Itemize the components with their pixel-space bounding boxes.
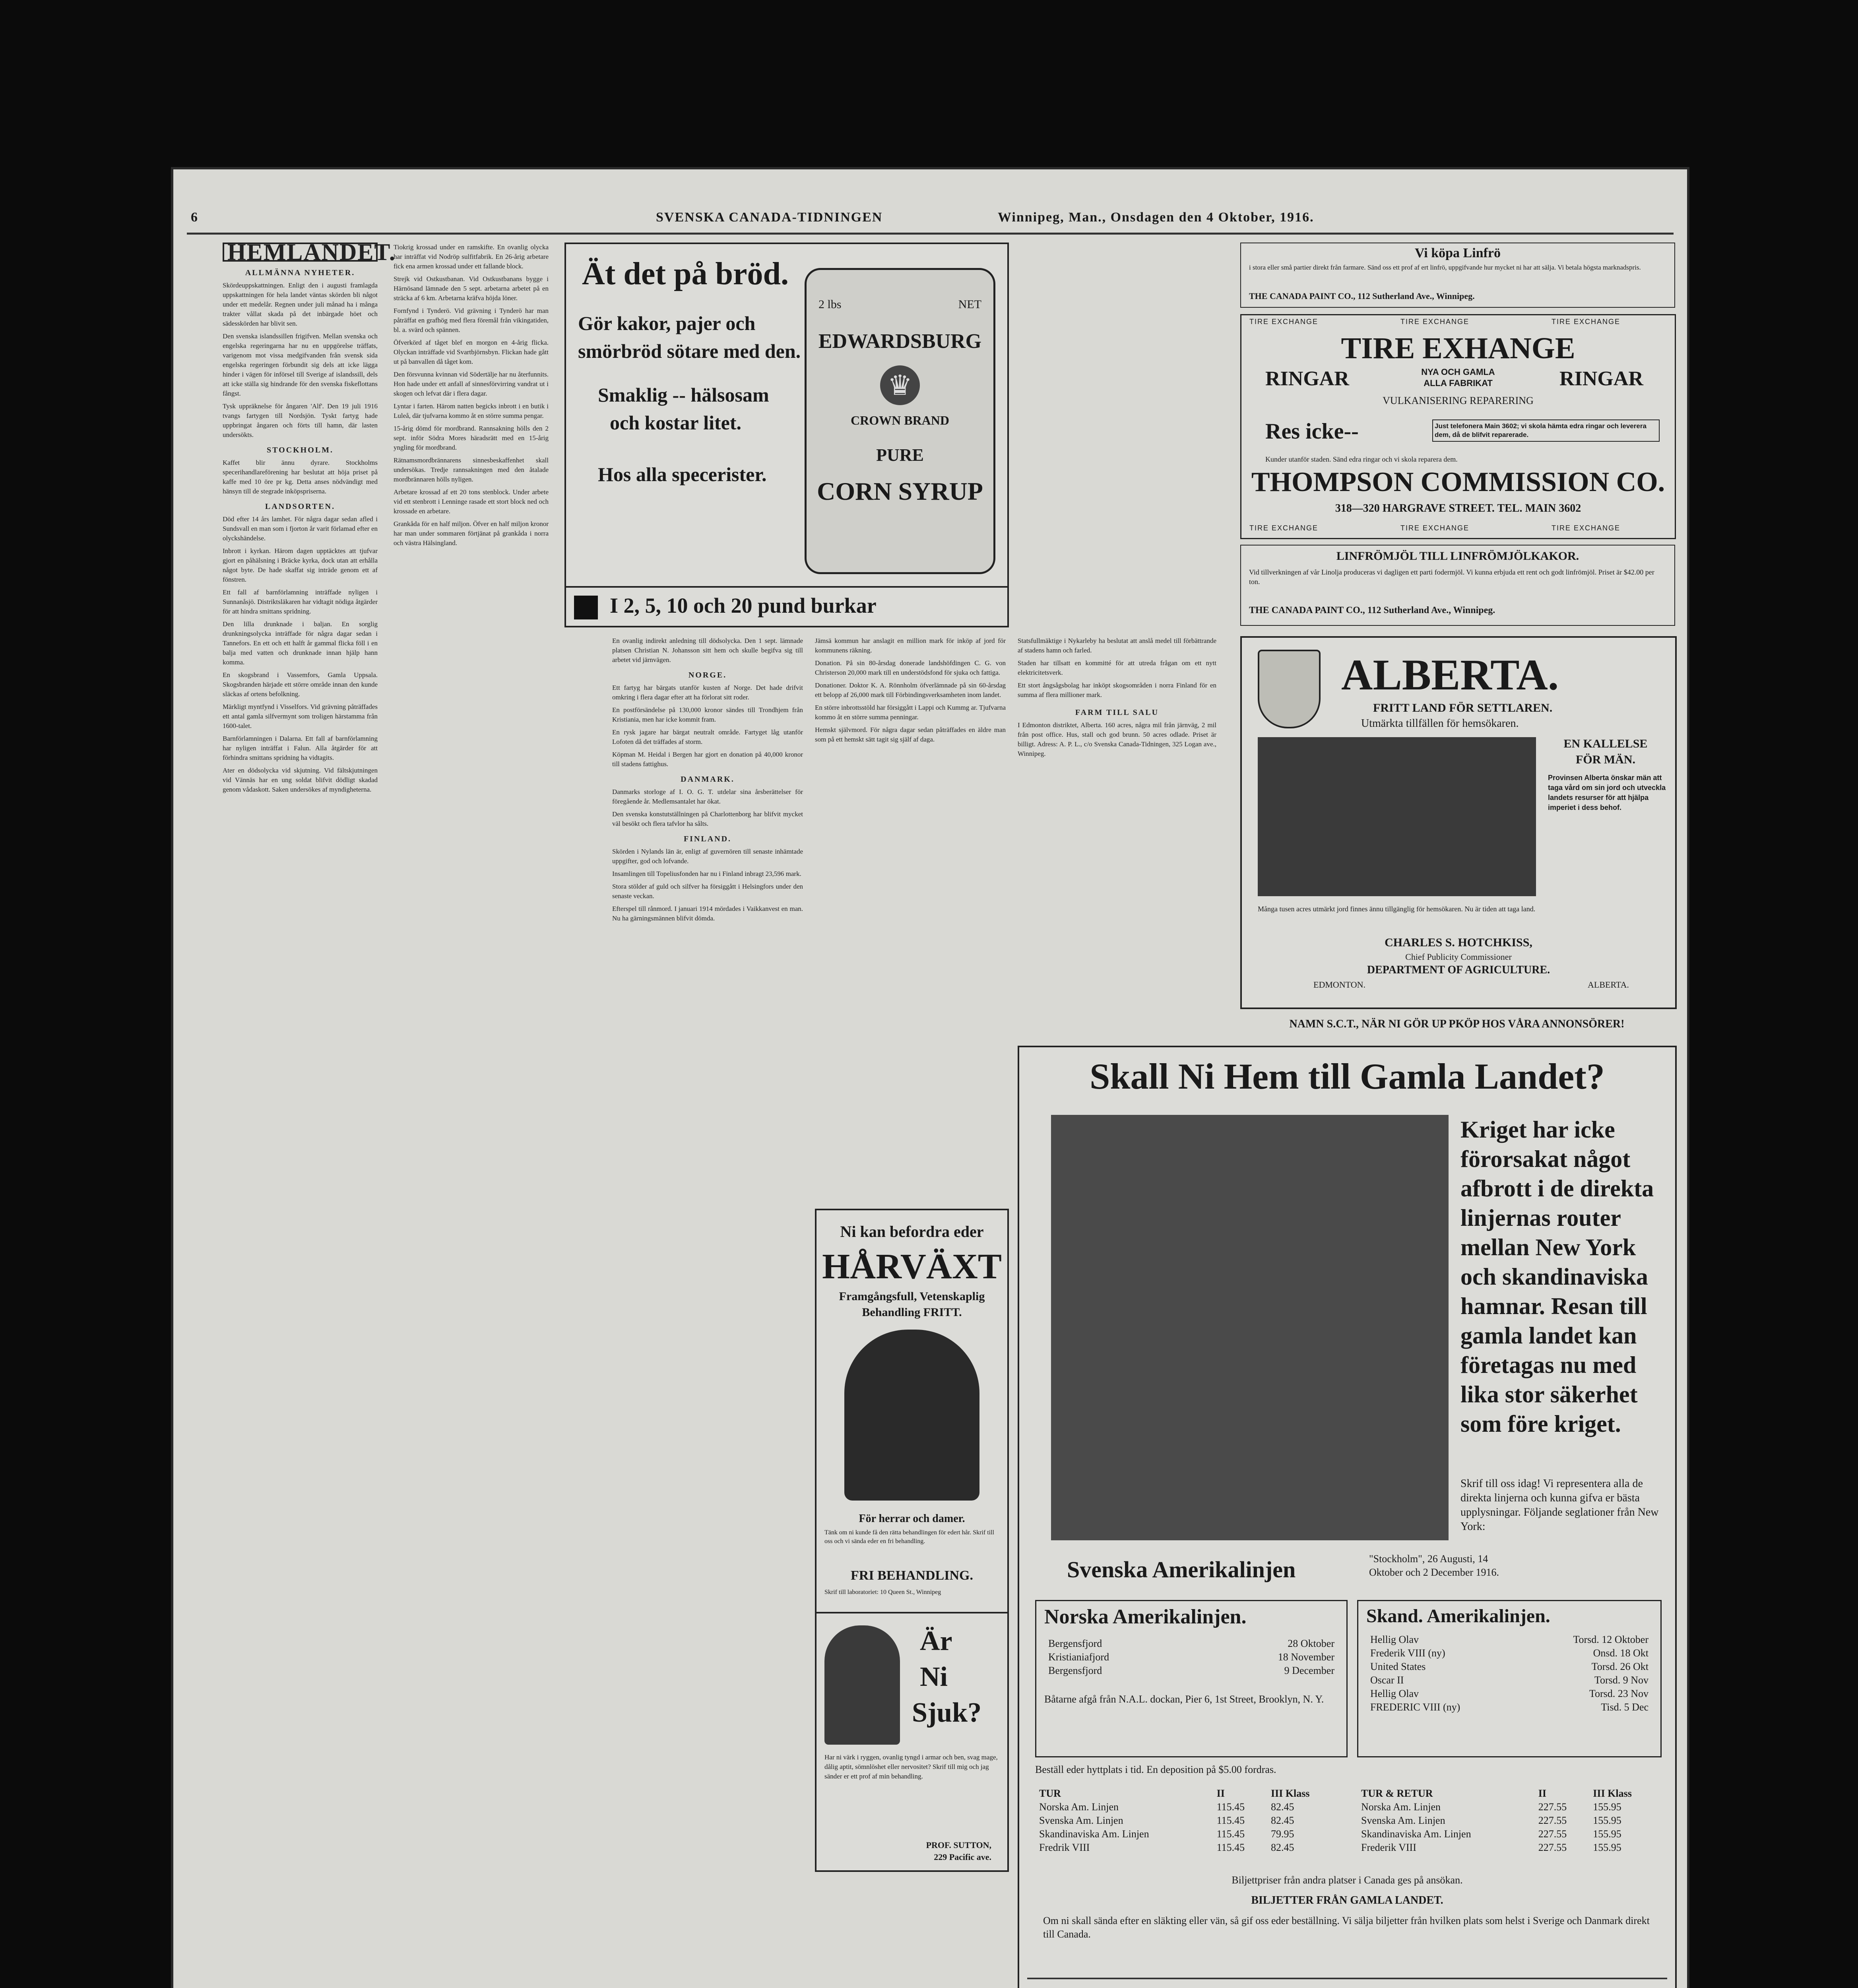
article: Lyntar i farten. Härom natten begicks inbrott i en butik i Luleå, där tjufvarna kommo åt en större summa pengar. xyxy=(394,402,549,419)
ad-word: NYA OCH GAMLA xyxy=(1421,367,1495,377)
table-row xyxy=(1035,1827,1337,1841)
article: En postförsändelse på 130,000 kronor sändes till Trondhjem från Kristiania, men har icke kommit fram. xyxy=(612,706,803,723)
ad-caption: För herrar och damer. xyxy=(859,1512,965,1525)
table-row xyxy=(1035,1841,1337,1854)
sail-date: Torsd. 9 Nov xyxy=(1594,1674,1649,1686)
ship-name: United States xyxy=(1370,1661,1426,1672)
ship-name: Bergensfjord xyxy=(1048,1665,1102,1676)
col-header: TUR & RETUR xyxy=(1361,1788,1433,1799)
article: Insamlingen till Topeliusfonden har nu i Finland inbragt 23,596 mark. xyxy=(612,870,801,878)
article: I Edmonton distriktet, Alberta. 160 acres, några mil från järnväg, 2 mil från post office. Hus, stall och god brunn. 50 acres odlade. Priset är billigt. Adress: A. P. L., c/o Svenska Canada-Tidningen, 325 Logan ave., Winnipeg. xyxy=(1018,721,1216,757)
border-strip: TIRE EXCHANGE xyxy=(1249,524,1319,532)
table-header xyxy=(1035,1787,1337,1800)
ad-linfromjol xyxy=(1240,545,1675,626)
ad-sub: Framgångsfull, Vetenskaplig xyxy=(839,1290,985,1303)
ad-line: Gör kakor, pajer och xyxy=(578,312,756,334)
section-heading: LANDSORTEN. xyxy=(265,502,336,511)
sail-date: Torsd. 12 Oktober xyxy=(1573,1634,1649,1645)
sail-date: Tisd. 5 Dec xyxy=(1601,1701,1649,1713)
article: En större inbrottsstöld har försiggått i Lappi och Kummg ar. Tjufvarna kommo åt en större summa penningar. xyxy=(815,704,1006,721)
section-heading: STOCKHOLM. xyxy=(267,446,334,454)
sizes-bar xyxy=(566,586,1007,627)
fare-ii: 115.45 xyxy=(1216,1842,1245,1853)
ad-sign: CHARLES S. HOTCHKISS, xyxy=(1385,936,1532,949)
page-header xyxy=(187,207,1674,231)
norska-title: Norska Amerikalinjen. xyxy=(1044,1606,1247,1628)
ad-linfro xyxy=(1240,243,1675,308)
article: 15-årig dömd för mordbrand. Rannsakning hölls den 2 sept. inför Södra Mores häradsrätt med en 15-årig yngling för mordbrand. xyxy=(394,425,549,451)
ad-sjuk xyxy=(817,1612,1007,1872)
biljetter-title: BILJETTER FRÅN GAMLA LANDET. xyxy=(1251,1894,1443,1906)
reader-notice: NAMN S.C.T., NÄR NI GÖR UP PKÖP HOS VÅRA ANNONSÖRER! xyxy=(1289,1018,1625,1030)
article: Köpman M. Heidal i Bergen har gjort en donation på 40,000 kronor till stadens fattighus. xyxy=(612,751,803,768)
article: Inbrott i kyrkan. Härom dagen upptäcktes att tjufvar gjort en påhälsning i Bräcke kyrka, dock utan att erhålla något byte. De hade skaffat sig inträde genom ett af fönstren. xyxy=(223,547,378,583)
ad-line: och kostar litet. xyxy=(610,412,741,434)
article: Öfverkörd af tåget blef en morgon en 4-årig flicka. Olyckan inträffade vid Svartbjörnsbyn. Flickan hade gått ut på banvallen då tåget kom. xyxy=(394,339,549,365)
ad-title: LINFRÖMJÖL TILL LINFRÖMJÖLKAKOR. xyxy=(1336,549,1579,563)
border-strip: TIRE EXCHANGE xyxy=(1552,318,1621,326)
can-pure: PURE xyxy=(876,445,924,465)
ad-line: smörbröd sötare med den. xyxy=(578,340,801,362)
article: Donation. På sin 80-årsdag donerade landshöfdingen C. G. von Christerson 20,000 mark till en understödsfond för sjuka och fattiga. xyxy=(815,659,1006,676)
fare-line: Svenska Am. Linjen xyxy=(1039,1815,1123,1826)
agency-rule xyxy=(1027,1978,1667,1979)
fare-iii: 155.95 xyxy=(1593,1815,1621,1826)
fare-iii: 155.95 xyxy=(1593,1801,1621,1813)
skand-box xyxy=(1357,1600,1662,1757)
fare-line: Skandinaviska Am. Linjen xyxy=(1361,1828,1471,1840)
article: Arbetare krossad af ett 20 tons stenblock. Under arbete vid ett stenbrott i Lenninge rasade ett stort block ned och krossade en arbetare. xyxy=(394,488,549,515)
line-name: Svenska Amerikalinjen xyxy=(1067,1557,1296,1582)
ad-sub: Utmärkta tillfällen för hemsökaren. xyxy=(1361,717,1519,730)
fare-iii: 82.45 xyxy=(1270,1801,1294,1813)
ad-line: Ni kan befordra eder xyxy=(840,1223,984,1241)
ad-resicke: Res icke-- xyxy=(1265,419,1359,444)
ad-headline: Skall Ni Hem till Gamla Landet? xyxy=(1090,1056,1605,1097)
article: Skördeuppskattningen. Enligt den i augusti framlagda uppskattningen för hela landet väntas skörden bli något under ett medelår. Regnen under juli månad ha i många trakter vållat skada på det inbärgade höet och sädesskörden har blivit sen. xyxy=(223,282,378,327)
ocean-liner-illustration xyxy=(1051,1115,1449,1540)
table-row xyxy=(1357,1814,1659,1827)
border-strip: TIRE EXCHANGE xyxy=(1552,524,1621,532)
ad-body: Vid tillverkningen af vår Linolja produceras vi dagligen ett parti fodermjöl. Vi kunna erbjuda ett rent och godt linfrömjöl. Priset är $42.00 per ton. xyxy=(1249,568,1654,586)
ad-title: HÅRVÄXT xyxy=(822,1247,1002,1286)
fares-table-return xyxy=(1357,1787,1659,1854)
sail-date: Onsd. 18 Okt xyxy=(1593,1647,1649,1659)
section-heading: ALLMÄNNA NYHETER. xyxy=(245,268,355,277)
bar-block xyxy=(574,596,598,619)
fare-line: Frederik VIII xyxy=(1361,1842,1416,1853)
col-header: III Klass xyxy=(1270,1788,1310,1799)
article: Statsfullmäktige i Nykarleby ha beslutat att anslå medel till förbättrande af stadens hamn och farled. xyxy=(1018,637,1216,654)
ad-call: EN KALLELSE xyxy=(1563,737,1648,750)
fare-iii: 82.45 xyxy=(1270,1815,1294,1826)
article: Hemskt självmord. För några dagar sedan påträffades en äldre man som på ett hemskt sätt tagit sig själf af daga. xyxy=(815,726,1006,743)
article: Jämsä kommun har anslagit en million mark för inköp af jord för kommunens räkning. xyxy=(815,637,1006,654)
ship-name: Oscar II xyxy=(1370,1674,1404,1686)
ad-company: THOMPSON COMMISSION CO. xyxy=(1251,467,1665,497)
ad-sub: FRITT LAND FÖR SETTLAREN. xyxy=(1373,701,1553,714)
skand-title: Skand. Amerikalinjen. xyxy=(1366,1606,1550,1627)
can-label: 2 lbs xyxy=(818,298,842,311)
ad-sign: PROF. SUTTON, xyxy=(926,1840,991,1850)
article: Barnförlamningen i Dalarna. Ett fall af barnförlamning har nyligen inträffat i Falun. Alla åtgärder för att förhindra smittans spridning ha vidtagits. xyxy=(223,735,378,761)
ad-body: Provinsen Alberta önskar män att taga vård om sin jord och utveckla landets resurser för att hjälpa imperiet i dess behof. xyxy=(1548,774,1666,812)
syrup-can-image xyxy=(805,268,995,574)
alberta-crest-icon xyxy=(1258,650,1321,728)
ad-city: EDMONTON. xyxy=(1313,980,1365,990)
column-hemlandet xyxy=(223,239,396,1988)
harvest-photo xyxy=(1258,737,1536,896)
ad-corn-syrup xyxy=(564,243,1009,627)
ad-title: ALBERTA. xyxy=(1341,650,1559,699)
section-heading: DANMARK. xyxy=(681,775,735,784)
article: Skörden i Nylands län är, enligt af guvernören till senaste inhämtade uppgifter, god och lofvande. xyxy=(612,848,803,865)
sail-date: Torsd. 26 Okt xyxy=(1591,1661,1649,1672)
article: Efterspel till rånmord. I januari 1914 mördades i Vaikkanvest en man. Nu ha gärningsmännen blifvit dömda. xyxy=(612,905,803,922)
ad-question: Ni xyxy=(920,1662,948,1692)
ship-name: Hellig Olav xyxy=(1370,1688,1419,1699)
table-row xyxy=(1366,1633,1652,1646)
fare-line: Fredrik VIII xyxy=(1039,1842,1090,1853)
ad-line: VULKANISERING REPARERING xyxy=(1383,395,1534,406)
column-4 xyxy=(815,636,1006,1010)
article: Staden har tillsatt en kommitté för att utreda frågan om ett nytt elektricitetsverk. xyxy=(1018,659,1216,676)
article: Strejk vid Ostkustbanan. Vid Ostkustbanans bygge i Härnösand lämnade den 5 sept. arbetarna arbetet på en sträcka af 6 km. Arbetarna kräfva höjda löner. xyxy=(394,275,549,302)
ad-word: RINGAR xyxy=(1265,367,1349,390)
article: Danmarks storloge af I. O. G. T. utdelar sina årsberättelser för föregående år. Medlemsantalet har ökat. xyxy=(612,788,803,805)
ship-name: FREDERIC VIII (ny) xyxy=(1370,1701,1460,1713)
crown-icon: ♛ xyxy=(880,365,920,405)
article: Den lilla drunknade i baljan. En sorglig drunkningsolycka inträffade för några dagar sedan i Tannefors. En ett och ett halft år gammal flicka föll i en balja med vatten och drunknade innan hjälp hann komma. xyxy=(223,620,378,666)
article: Grankåda för en half miljon. Öfver en half miljon kronor har man under sommaren förtjänat på grankåda i norra och västra Hälsingland. xyxy=(394,520,549,547)
norska-note: Båtarne afgå från N.A.L. dockan, Pier 6, 1st Street, Brooklyn, N. Y. xyxy=(1044,1693,1324,1705)
fare-line: Norska Am. Linjen xyxy=(1361,1801,1441,1813)
ad-body: Tänk om ni kunde få den rätta behandlingen för edert hår. Skrif till oss och vi sända eder en fri behandling. xyxy=(824,1529,994,1545)
ad-free: FRI BEHANDLING. xyxy=(851,1568,973,1583)
col-header: II xyxy=(1538,1788,1547,1799)
border-strip: TIRE EXCHANGE xyxy=(1400,524,1470,532)
column-2 xyxy=(394,243,549,1988)
ad-body: Har ni värk i ryggen, ovanlig tyngd i armar och ben, svag mage, dålig aptit, sömnlöshet eller nervositet? Skrif till mig och jag sänder er ett prof af min behandling. xyxy=(824,1753,998,1780)
article: Ater en dödsolycka vid skjutning. Vid fältskjutningen vid Vännäs har en ung soldat blifvit dödligt skadad genom vådaskott. Saken undersökes af myndigheterna. xyxy=(223,767,378,793)
ship-name: Frederik VIII (ny) xyxy=(1370,1647,1445,1659)
man-portrait-image xyxy=(824,1625,900,1745)
ad-body: Skrif till oss idag! Vi representera alla de direkta linjerna och kunna gifva er bästa upplysningar. Följande seglationer från New York: xyxy=(1460,1477,1659,1533)
ad-harvaxt xyxy=(815,1209,1009,1872)
article: Ett stort ångsågsbolag har inköpt skogsområden i norra Finland för en summa af flera millioner mark. xyxy=(1018,681,1216,699)
ad-body: Många tusen acres utmärkt jord finnes ännu tillgänglig för hemsökaren. Nu är tiden att taga land. xyxy=(1258,905,1536,913)
ad-word: RINGAR xyxy=(1559,367,1643,390)
fare-iii: 79.95 xyxy=(1270,1828,1294,1840)
ad-question: Sjuk? xyxy=(912,1697,982,1728)
woman-portrait-image xyxy=(844,1330,979,1501)
ad-call: FÖR MÄN. xyxy=(1576,753,1635,766)
can-label: NET xyxy=(958,298,981,311)
article: Ett fall af barnförlamning inträffade nyligen i Sunnanåsjö. Distriktsläkaren har vidtagit nödiga åtgärder för att hindra smittans spridning. xyxy=(223,588,378,615)
ad-line: Smaklig -- hälsosam xyxy=(598,384,769,406)
fares-table-one-way xyxy=(1035,1787,1337,1854)
article: Den svenska islandssillen frigifven. Mellan svenska och engelska regeringarna har nu en uppgörelse träffats, varigenom mot vissa medgifvanden från svensk sida engelska regeringen förbundit sig dels att icke lägga hinder i vägen för införsel till Sverige af islandssill, dels att icke ställa sig hindrande för den svenska fiskeflottans fångst. xyxy=(223,332,378,397)
article: En skogsbrand i Vassemfors, Gamla Uppsala. Skogsbranden härjade ett större område innan den kunde släckas af ortens befolkning. xyxy=(223,671,378,698)
table-row xyxy=(1366,1646,1652,1660)
ship-name: Kristianiafjord xyxy=(1048,1651,1109,1663)
newspaper-page xyxy=(171,167,1689,1988)
ad-sub: Behandling FRITT. xyxy=(862,1306,962,1319)
fare-ii: 115.45 xyxy=(1216,1828,1245,1840)
fare-line: Norska Am. Linjen xyxy=(1039,1801,1119,1813)
table-row xyxy=(1366,1701,1652,1714)
section-heading: FINLAND. xyxy=(683,835,732,843)
ad-body: i stora eller små partier direkt från farmare. Sänd oss ett prof af ert linfrö, uppgifvande hur mycket ni har att sälja. Vi betala högsta marknadspris. xyxy=(1249,264,1641,271)
sail-date: 28 Oktober xyxy=(1288,1638,1334,1649)
article: Fornfynd i Tynderö. Vid grävning i Tynderö har man påträffat en grafhög med flera föremål från vikingatiden, bl. a. svärd och spännen. xyxy=(394,307,549,334)
column-5 xyxy=(1018,636,1216,1042)
fares-note: Beställ eder hyttplats i tid. En deposition på $5.00 fordras. xyxy=(1035,1764,1276,1775)
article: En rysk jagare har bärgat neutralt område. Fartyget låg utanför Lofoten då det träffades af storm. xyxy=(612,728,803,746)
sail-date: 18 November xyxy=(1278,1651,1334,1663)
fare-ii: 227.55 xyxy=(1538,1815,1567,1826)
fare-iii: 82.45 xyxy=(1270,1842,1294,1853)
table-row xyxy=(1035,1814,1337,1827)
table-row xyxy=(1044,1650,1338,1664)
skand-table xyxy=(1366,1633,1652,1714)
border-strip: TIRE EXCHANGE xyxy=(1400,318,1470,326)
ad-note: Just telefonera Main 3602; vi skola hämta edra ringar och leverera dem, då de blifvit reparerade. xyxy=(1432,419,1660,442)
ship-name: Hellig Olav xyxy=(1370,1634,1419,1645)
biljett-note: Biljettpriser från andra platser i Canada ges på ansökan. xyxy=(1232,1874,1463,1886)
ad-sign: Chief Publicity Commissioner xyxy=(1405,952,1512,962)
section-heading: FARM TILL SALU xyxy=(1075,708,1159,717)
table-row xyxy=(1357,1841,1659,1854)
fare-ii: 115.45 xyxy=(1216,1801,1245,1813)
article: Den försvunna kvinnan vid Södertälje har nu återfunnits. Hon hade under ett anfall af sinnesförvirring vandrat ut i skogen och lefvat där i flera dagar. xyxy=(394,371,549,397)
fare-ii: 227.55 xyxy=(1538,1842,1567,1853)
ad-city: ALBERTA. xyxy=(1588,980,1629,990)
can-crown: CROWN BRAND xyxy=(851,413,949,427)
table-row xyxy=(1044,1664,1338,1677)
col-header: II xyxy=(1216,1788,1225,1799)
article: Tiokrig krossad under en ramskifte. En ovanlig olycka har inträffat vid Nodröp sulfitfabrik. En 26-årig arbetare fick ena armen krossad under ett fallande block. xyxy=(394,243,549,270)
article: En ovanlig indirekt anledning till dödsolycka. Den 1 sept. lämnade platsen Christian N. Johansson sitt hem och skulle begifva sig till arbetet vid järnvägen. xyxy=(612,637,803,664)
article: Död efter 14 års lamhet. För några dagar sedan afled i Sundsvall en man som i fjorton år varit förlamad efter en olyckshändelse. xyxy=(223,515,378,542)
ad-address: Skrif till laboratoriet: 10 Queen St., Winnipeg xyxy=(824,1589,941,1596)
ad-address: 318—320 HARGRAVE STREET. TEL. MAIN 3602 xyxy=(1335,502,1581,514)
table-row xyxy=(1357,1800,1659,1814)
ad-dept: DEPARTMENT OF AGRICULTURE. xyxy=(1367,964,1550,976)
table-row xyxy=(1366,1687,1652,1701)
article: Stora stölder af guld och silfver ha försiggått i Helsingfors under den senaste veckan. xyxy=(612,883,803,900)
ad-tire-exchange xyxy=(1240,314,1676,539)
fare-line: Skandinaviska Am. Linjen xyxy=(1039,1828,1149,1840)
table-row xyxy=(1366,1673,1652,1687)
fare-ii: 227.55 xyxy=(1538,1801,1567,1813)
fare-iii: 155.95 xyxy=(1593,1842,1621,1853)
table-header xyxy=(1357,1787,1659,1800)
ad-question: Är xyxy=(920,1626,952,1656)
fare-ii: 227.55 xyxy=(1538,1828,1567,1840)
ad-sign: THE CANADA PAINT CO., 112 Sutherland Ave., Winnipeg. xyxy=(1249,605,1495,615)
ad-title: Vi köpa Linfrö xyxy=(1414,246,1501,260)
article: Rätnamsmordbrännarens sinnesbeskaffenhet skall undersökas. Tredje rannsakningen med den åtalade mordbrännaren hölls nyligen. xyxy=(394,456,549,483)
article: Kaffet blir ännu dyrare. Stockholms specerihandlareförening har beslutat att höja priset på kaffe med 10 öre pr kg. Detta anses nödvändigt med hänsyn till de stegrade inköpspriserna. xyxy=(223,459,378,495)
article: Donationer. Doktor K. A. Rönnholm öfverlämnade på sin 60-årsdag ett belopp af 26,000 mark till Förbindingsverksamheten inom landet. xyxy=(815,681,1006,699)
col-header: TUR xyxy=(1039,1788,1061,1799)
ad-word: ALLA FABRIKAT xyxy=(1424,378,1493,388)
fare-ii: 115.45 xyxy=(1216,1815,1245,1826)
sizes-text: I 2, 5, 10 och 20 pund burkar xyxy=(610,594,877,617)
table-row xyxy=(1044,1637,1338,1650)
header-rule xyxy=(187,233,1674,235)
ad-line: Hos alla specerister. xyxy=(598,463,767,485)
article: Ett fartyg har bärgats utanför kusten af Norge. Det hade drifvit omkring i flera dagar efter att ha förlorat sitt roder. xyxy=(612,684,803,701)
page-number: 6 xyxy=(191,210,198,225)
ad-body: Kunder utanför staden. Sänd edra ringar och vi skola reparera dem. xyxy=(1265,455,1458,463)
line-dates: "Stockholm", 26 Augusti, 14 Oktober och 2 December 1916. xyxy=(1369,1553,1499,1578)
table-row xyxy=(1035,1800,1337,1814)
article: Tysk uppräknelse för ångaren 'Alf'. Den 19 juli 1916 tvangs fartygen till Nordsjön. Tyskt fartyg hade uppbringat ångaren och förts till hamn, där lasten undersökts. xyxy=(223,402,378,439)
masthead-hemlandet: HEMLANDET. xyxy=(223,243,378,262)
ad-title: TIRE EXHANGE xyxy=(1341,332,1575,365)
norska-box xyxy=(1035,1600,1348,1757)
table-row xyxy=(1366,1660,1652,1673)
border-strip: TIRE EXCHANGE xyxy=(1249,318,1319,326)
ad-sign: THE CANADA PAINT CO., 112 Sutherland Ave., Winnipeg. xyxy=(1249,291,1475,301)
sail-date: Torsd. 23 Nov xyxy=(1589,1688,1649,1699)
ad-headline: Ät det på bröd. xyxy=(582,256,789,291)
ship-name: Bergensfjord xyxy=(1048,1638,1102,1649)
can-brand: EDWARDSBURG xyxy=(818,330,982,353)
ad-alberta xyxy=(1240,636,1677,1009)
column-3 xyxy=(612,636,803,1988)
dateline: Winnipeg, Man., Onsdagen den 4 Oktober, 1916. xyxy=(998,210,1314,225)
section-heading: NORGE. xyxy=(688,671,727,679)
table-row xyxy=(1357,1827,1659,1841)
biljetter-body: Om ni skall sända efter en släkting eller vän, så gif oss eder beställning. Vi sälja biljetter från hvilken plats som helst i Sverige och Danmark direkt till Canada. xyxy=(1043,1915,1650,1940)
fare-line: Svenska Am. Linjen xyxy=(1361,1815,1445,1826)
article: Märkligt myntfynd i Visselfors. Vid grävning påträffades ett antal gamla silfvermynt som troligen härstamma från 1600-talet. xyxy=(223,703,378,730)
can-product: CORN SYRUP xyxy=(817,477,983,505)
ad-body: Kriget har icke förorsakat något afbrott i de direkta linjernas router mellan New York och skandinaviska hamnar. Resan till gamla landet kan företagas nu med lika stor säkerhet som före kriget. xyxy=(1460,1116,1654,1437)
paper-name: SVENSKA CANADA-TIDNINGEN xyxy=(656,210,883,225)
col-header: III Klass xyxy=(1593,1788,1632,1799)
fare-iii: 155.95 xyxy=(1593,1828,1621,1840)
ad-ship-agency xyxy=(1018,1046,1677,1988)
sail-date: 9 December xyxy=(1284,1665,1334,1676)
ad-address: 229 Pacific ave. xyxy=(934,1852,991,1862)
article: Den svenska konstutställningen på Charlottenborg har blifvit mycket väl besökt och flera tafvlor ha sålts. xyxy=(612,810,803,827)
norska-table xyxy=(1044,1637,1338,1677)
